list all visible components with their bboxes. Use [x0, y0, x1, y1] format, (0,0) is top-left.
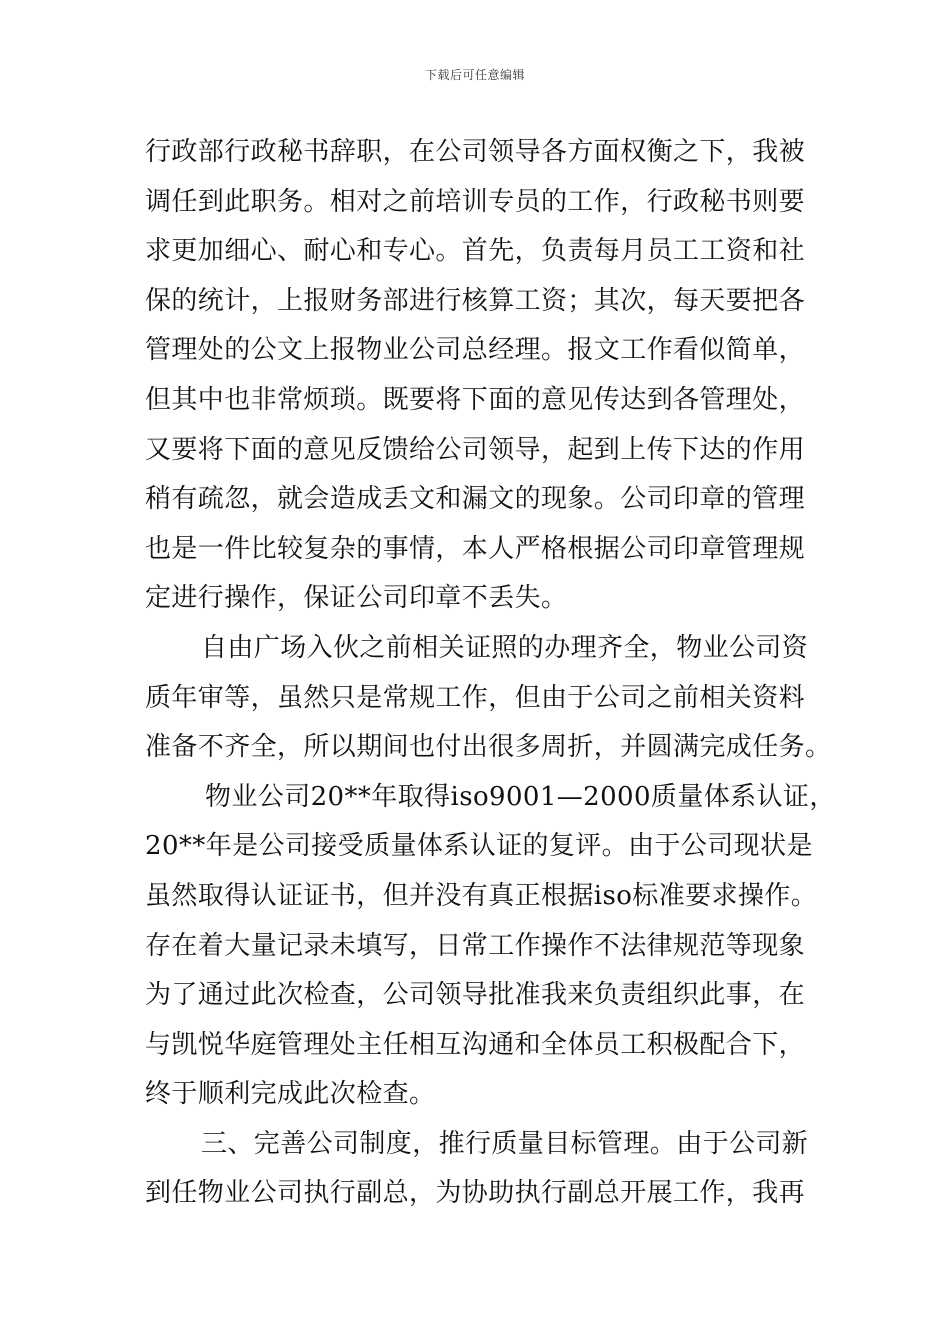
- text-line: 调任到此职务。相对之前培训专员的工作，行政秘书则要: [145, 186, 806, 217]
- text-line: 管理处的公文上报物业公司总经理。报文工作看似简单，: [145, 335, 806, 366]
- text-line: 定进行操作，保证公司印章不丢失。: [145, 583, 568, 614]
- text-line: 行政部行政秘书辞职，在公司领导各方面权衡之下，我被: [145, 137, 806, 167]
- text-line: 准备不齐全，所以期间也付出很多周折，并圆满完成任务。: [145, 732, 832, 763]
- text-line: 物业公司20**年取得iso9001—2000质量体系认证，: [205, 781, 836, 812]
- page-header: 下载后可任意编辑: [424, 68, 525, 82]
- text-line: 为了通过此次检查，公司领导批准我来负责组织此事，在: [145, 980, 806, 1011]
- text-line: 稍有疏忽，就会造成丢文和漏文的现象。公司印章的管理: [145, 484, 806, 515]
- text-line: 也是一件比较复杂的事情，本人严格根据公司印章管理规: [145, 533, 806, 564]
- paragraph-3: [145, 773, 836, 1120]
- text-line: 自由广场入伙之前相关证照的办理齐全，物业公司资: [201, 632, 809, 663]
- text-line: 质年审等，虽然只是常规工作，但由于公司之前相关资料: [145, 682, 806, 713]
- text-line: 又要将下面的意见反馈给公司领导，起到上传下达的作用: [145, 434, 806, 465]
- paragraph-1: [145, 128, 810, 624]
- text-line: 到任物业公司执行副总，为协助执行副总开展工作，我再: [145, 1178, 806, 1209]
- text-line: 20**年是公司接受质量体系认证的复评。由于公司现状是: [145, 831, 813, 862]
- document-body: [145, 128, 836, 1219]
- text-line: 终于顺利完成此次检查。: [145, 1079, 436, 1110]
- text-line: 三、完善公司制度，推行质量目标管理。由于公司新: [201, 1128, 809, 1159]
- text-line: 保的统计，上报财务部进行核算工资；其次，每天要把各: [145, 285, 806, 316]
- text-line: 但其中也非常烦琐。既要将下面的意见传达到各管理处，: [145, 384, 806, 415]
- paragraph-2: [145, 624, 832, 773]
- text-line: 与凯悦华庭管理处主任相互沟通和全体员工积极配合下，: [145, 1029, 806, 1060]
- text-line: 求更加细心、耐心和专心。首先，负责每月员工工资和社: [145, 236, 806, 267]
- text-line: 存在着大量记录未填写，日常工作操作不法律规范等现象: [145, 930, 806, 961]
- paragraph-4: [145, 1120, 810, 1219]
- text-line: 虽然取得认证证书，但并没有真正根据iso标准要求操作。: [145, 880, 818, 911]
